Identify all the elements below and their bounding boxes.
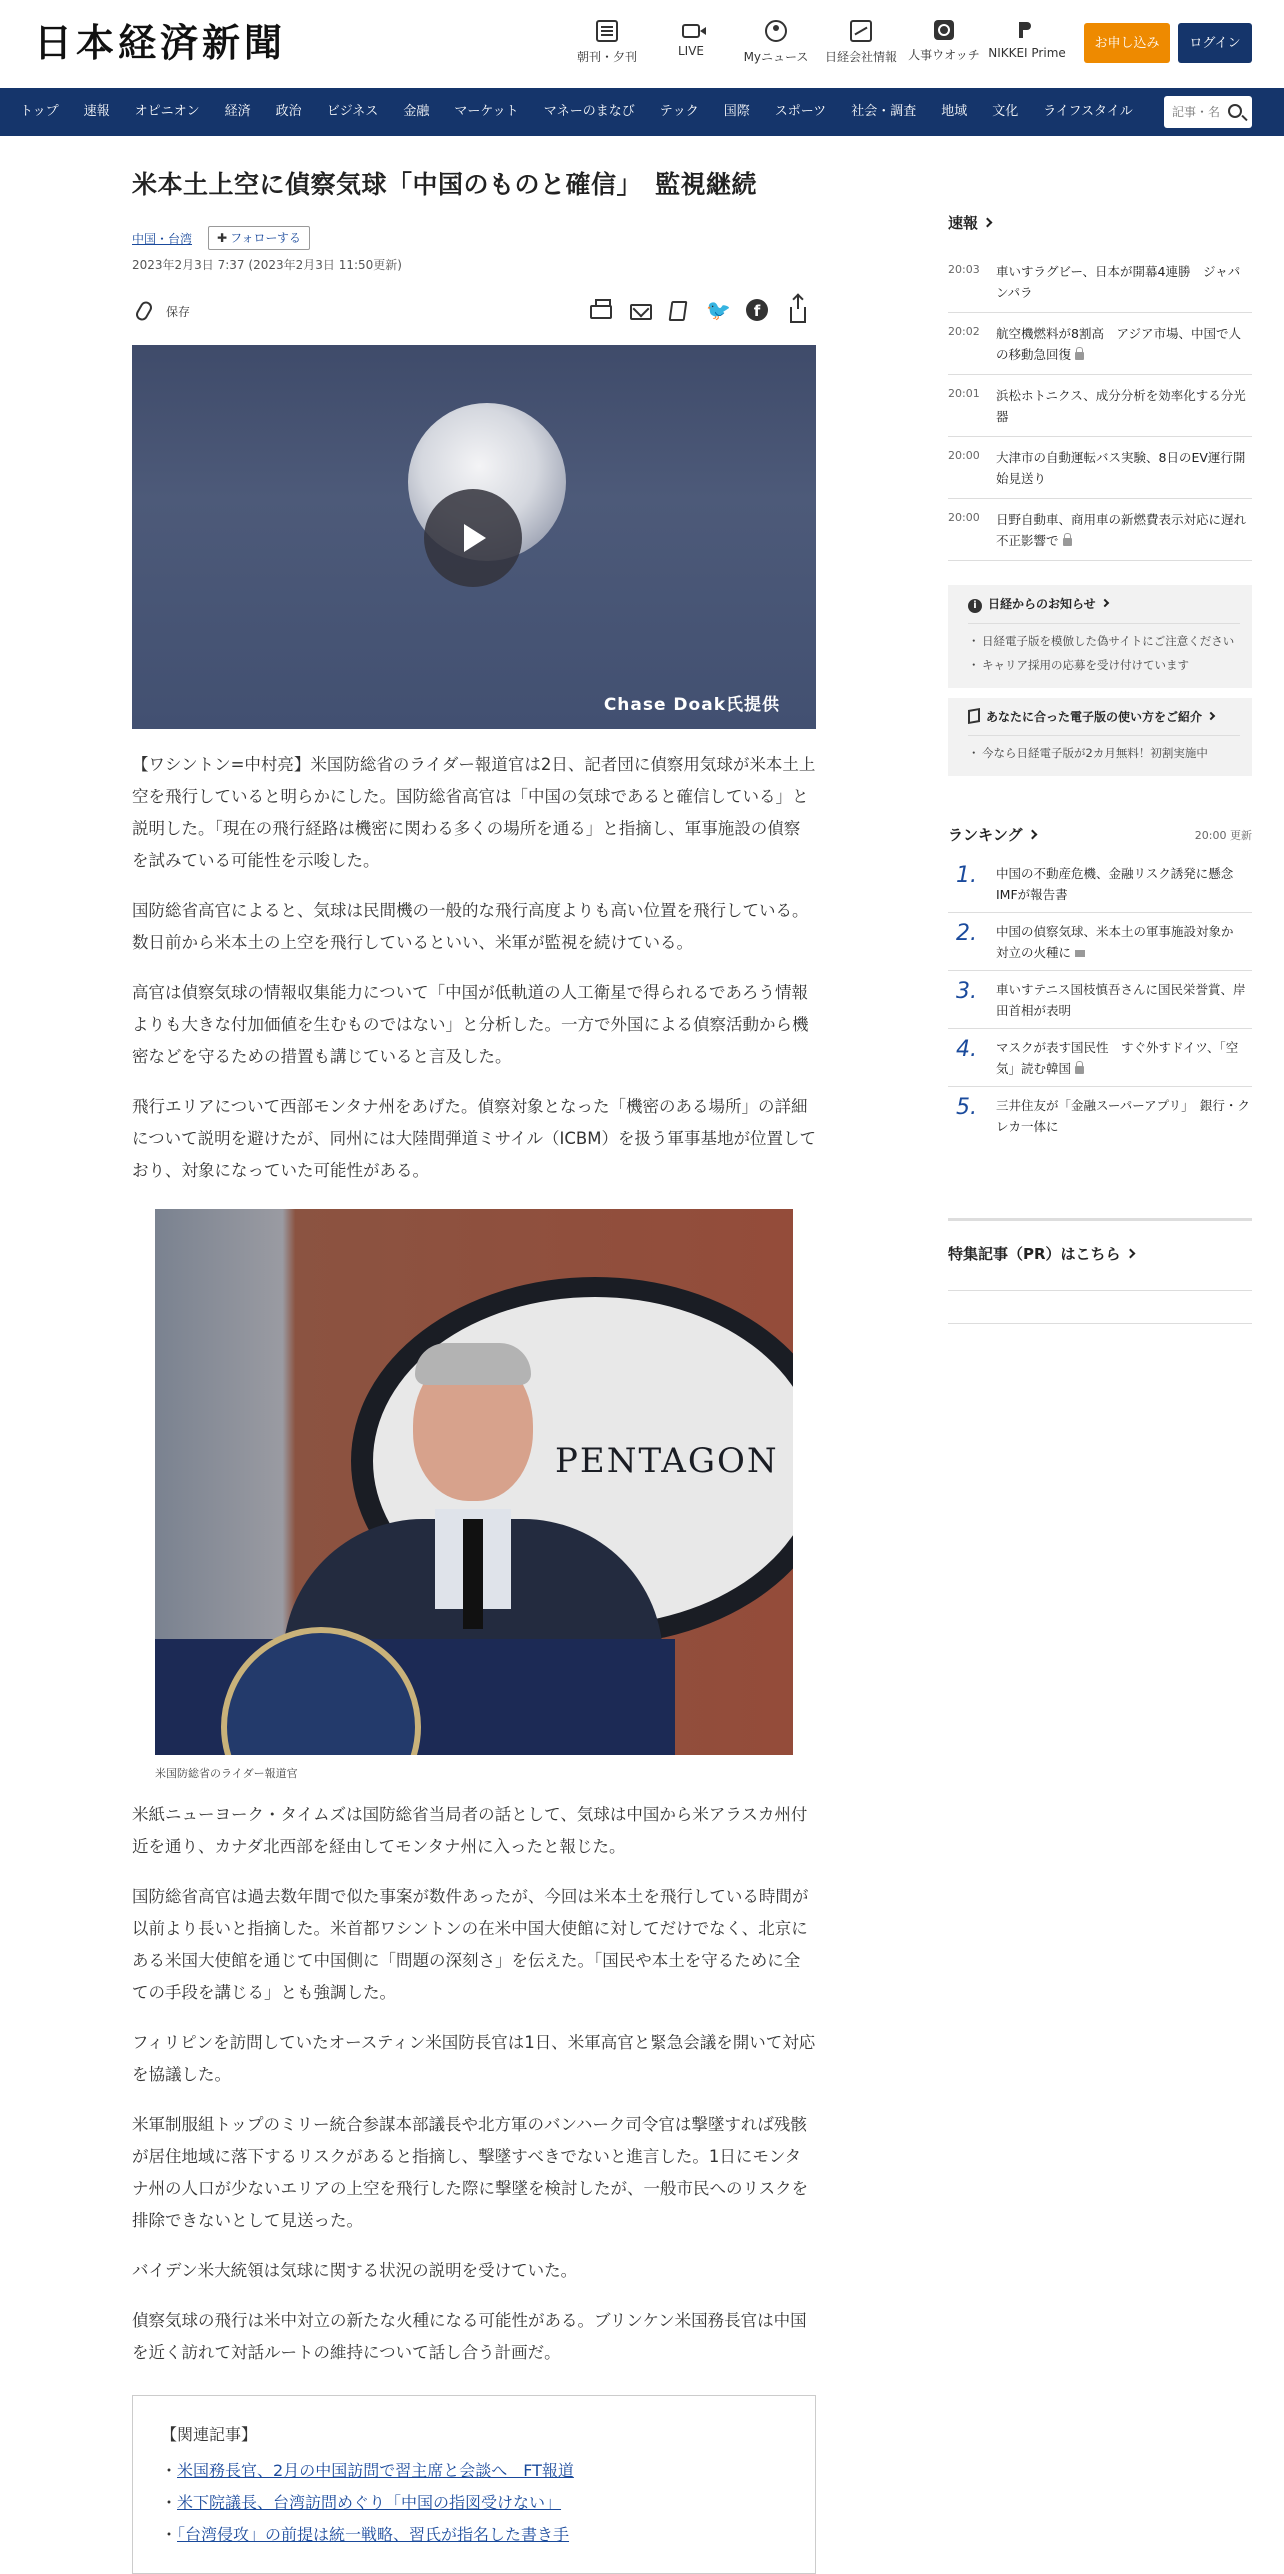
search-icon[interactable] <box>1228 104 1242 118</box>
ranking-title[interactable] <box>948 824 1252 845</box>
nav-item-culture[interactable]: 文化 <box>992 104 1019 119</box>
news-item[interactable] <box>948 437 1252 499</box>
news-text: 大津市の自動運転バス実験、8日のEV運行開始見送り <box>996 450 1246 486</box>
nav-item-lifestyle[interactable]: ライフスタイル <box>1043 104 1133 119</box>
pr-section <box>948 1218 1252 1324</box>
video-camera-icon <box>682 24 700 38</box>
rank-number: 2. <box>956 921 977 946</box>
main-nav <box>0 88 1284 136</box>
share-icon[interactable] <box>790 307 806 323</box>
ranking-item[interactable] <box>948 1029 1252 1087</box>
rank-title <box>996 921 1252 963</box>
nav-item-finance[interactable]: 金融 <box>403 104 430 119</box>
nav-item-market[interactable]: マーケット <box>454 104 519 119</box>
follow-label: フォローする <box>230 231 301 245</box>
note-icon[interactable] <box>669 301 688 321</box>
rank-title <box>996 1037 1252 1079</box>
newspaper-icon <box>596 20 618 42</box>
video-icon <box>1075 950 1085 957</box>
rank-number: 1. <box>956 863 977 888</box>
news-title <box>996 385 1252 427</box>
my-news-label: Myニュース <box>743 50 809 64</box>
sidebar <box>948 136 1259 1324</box>
live-label: LIVE <box>677 44 704 58</box>
nav-item-world[interactable]: 国際 <box>723 104 750 119</box>
plus-icon: ✚ <box>217 231 228 245</box>
company-info-link[interactable] <box>816 20 906 65</box>
guide-notice-box <box>948 698 1252 776</box>
nav-item-breaking[interactable]: 速報 <box>83 104 110 119</box>
article-paragraph: 偵察気球の飛行は米中対立の新たな火種になる可能性がある。ブリンケン米国務長官は中国を近く訪れて対話ルートの維持について話し合う計画だ。 <box>132 2311 807 2362</box>
nikkei-notice-box <box>948 585 1252 688</box>
my-news-link[interactable] <box>731 20 821 65</box>
topic-link[interactable]: 中国・台湾 <box>132 232 193 246</box>
related-item: ・米下院議長、台湾訪問めぐり「中国の指図受けない」 <box>161 2493 562 2512</box>
info-icon: i <box>968 599 982 613</box>
news-title <box>996 509 1259 551</box>
ranking-update-time: 20:00 更新 <box>1194 829 1252 842</box>
chevron-right-icon <box>983 218 993 228</box>
notice-item[interactable]: ・ 日経電子版を模倣した偽サイトにご注意ください <box>968 632 1240 651</box>
ranking-title-label: ランキング <box>948 826 1023 844</box>
nikkei-prime-label: NIKKEI Prime <box>988 46 1066 60</box>
article-body <box>132 749 816 2369</box>
news-title <box>996 447 1252 489</box>
related-link[interactable]: 米下院議長、台湾訪問めぐり「中国の指図受けない」 <box>177 2493 562 2512</box>
seal-text: PENTAGON <box>555 1441 779 1481</box>
pr-title-label: 特集記事（PR）はこちら <box>948 1245 1121 1263</box>
article-headline: 米本土上空に偵察気球「中国のものと確信」 監視継続 <box>132 170 758 199</box>
article-paragraph: フィリピンを訪問していたオースティン米国防長官は1日、米軍高官と緊急会議を開いて対応を協議した。 <box>132 2033 816 2084</box>
article-toolbar <box>132 297 816 327</box>
ranking-item[interactable] <box>948 1087 1252 1144</box>
rank-title <box>996 863 1252 905</box>
personnel-watch-label: 人事ウオッチ <box>908 48 980 62</box>
news-item[interactable] <box>948 499 1259 561</box>
breaking-news-section <box>948 212 1259 561</box>
nav-item-society[interactable]: 社会・調査 <box>851 104 917 119</box>
ranking-item[interactable] <box>948 913 1252 971</box>
nav-search-box <box>1164 96 1252 128</box>
video-credit: Chase Doak氏提供 <box>603 695 780 715</box>
guide-title[interactable] <box>968 708 1240 725</box>
nav-item-economy[interactable]: 経済 <box>224 104 251 119</box>
related-item: ・「台湾侵攻」の前提は統一戦略、習氏が指名した書き手 <box>161 2525 570 2544</box>
photo-caption: 米国防総省のライダー報道官 <box>155 1767 298 1780</box>
nav-item-tech[interactable]: テック <box>659 104 699 119</box>
chevron-right-icon <box>1207 712 1215 720</box>
guide-item[interactable]: ・ 今なら日経電子版が2カ月無料！初割実施中 <box>968 744 1240 763</box>
notice-title-label: 日経からのお知らせ <box>988 597 1096 611</box>
company-info-label: 日経会社情報 <box>824 50 897 64</box>
rank-number: 3. <box>956 979 977 1004</box>
chevron-right-icon <box>1125 1249 1135 1259</box>
site-header <box>0 0 1284 88</box>
ranking-list <box>948 855 1252 1144</box>
rank-text: 車いすテニス国枝慎吾さんに国民栄誉賞、岸田首相が表明 <box>996 982 1246 1018</box>
ranking-item[interactable] <box>948 855 1252 913</box>
stock-chart-icon <box>850 20 872 42</box>
rank-text: マスクが表す国民性 すぐ外すドイツ、「空気」読む韓国 <box>996 1040 1239 1076</box>
article-paragraph: バイデン米大統領は気球に関する状況の説明を受けていた。 <box>132 2261 578 2280</box>
rank-title <box>996 979 1252 1021</box>
tie <box>463 1519 483 1629</box>
search-input[interactable] <box>1172 96 1228 128</box>
nav-item-money[interactable]: マネーのまなび <box>543 104 635 119</box>
article-paragraph: 米紙ニューヨーク・タイムズは国防総省当局者の話として、気球は中国から米アラスカ州付近を通り、カナダ北西部を経由してモンタナ州に入ったと報じた。 <box>132 1805 808 1856</box>
nav-item-region[interactable]: 地域 <box>941 104 968 119</box>
paperclip-icon <box>134 299 154 322</box>
rank-number: 5. <box>956 1095 977 1120</box>
article-paragraph: 飛行エリアについて西部モンタナ州をあげた。偵察対象となった「機密のある場所」の詳細について説明を避けたが、同州には大陸間弾道ミサイル（ICBM）を扱う軍事基地が位置しており、対象になっていた可能性がある。 <box>132 1097 816 1180</box>
article-paragraph: 米軍制服組トップのミリー統合参謀本部議長や北方軍のバンハーク司令官は撃墜すれば残骸が居住地域に落下するリスクがあると指摘し、撃墜すべきでないと進言した。1日にモンタナ州の人口が少ないエリアの上空を飛行した際に撃墜を検討したが、一般市民へのリスクを排除できないとして見送った。 <box>132 2115 809 2230</box>
save-label: 保存 <box>166 304 191 319</box>
breaking-news-list <box>948 251 1259 561</box>
news-title <box>996 261 1252 303</box>
news-item[interactable] <box>948 375 1252 437</box>
article-date: 2023年2月3日 7:37 (2023年2月3日 11:50更新) <box>132 258 402 272</box>
rank-title <box>996 1095 1252 1137</box>
news-time: 20:00 <box>948 449 980 462</box>
news-item[interactable] <box>948 251 1252 313</box>
chevron-right-icon <box>1027 830 1037 840</box>
related-item: ・米国務長官、2月の中国訪問で習主席と会談へ FT報道 <box>161 2461 574 2480</box>
nav-item-sports[interactable]: スポーツ <box>774 104 827 119</box>
prime-icon <box>1017 20 1037 40</box>
site-logo[interactable]: 日本経済新聞 <box>34 20 287 65</box>
news-text: 浜松ホトニクス、成分分析を効率化する分光器 <box>996 388 1246 424</box>
article-paragraph: 国防総省高官は過去数年間で似た事案が数件あったが、今回は米本土を飛行している時間が以前より長いと指摘した。米首都ワシントンの在米中国大使館に対してだけでなく、北京にある米国大使館を通じて中国側に「問題の深刻さ」を伝えた。「国民や本土を守るために全ての手段を講じる」とも強調した。 <box>132 1887 809 2002</box>
news-time: 20:00 <box>948 511 980 524</box>
chevron-right-icon <box>1100 599 1108 607</box>
facebook-icon[interactable]: f <box>746 299 768 321</box>
twitter-icon[interactable]: 🐦 <box>706 298 731 322</box>
article-paragraph: 国防総省高官によると、気球は民間機の一般的な飛行高度よりも高い位置を飛行している。数日前から米本土の上空を飛行しているといい、米軍が監視を続けている。 <box>132 901 809 952</box>
rank-text: 三井住友が「金融スーパーアプリ」 銀行・クレカ一体に <box>996 1098 1250 1134</box>
rank-text: 中国の偵察気球、米本土の軍事施設対象か 対立の火種に <box>996 924 1247 960</box>
article-paragraph: 【ワシントン=中村亮】米国防総省のライダー報道官は2日、記者団に偵察用気球が米本土上空を飛行していると明らかにした。国防総省高官は「中国の気球であると確信している」と説明した。「現在の飛行経路は機密に関わる多くの場所を通る」と指摘し、軍事施設の偵察を試みている可能性を示唆した。 <box>132 755 816 870</box>
guide-title-label: あなたに合った電子版の使い方をご紹介 <box>986 710 1203 724</box>
ranking-item[interactable] <box>948 971 1252 1029</box>
nikkei-prime-link[interactable] <box>982 20 1072 60</box>
print-edition-label: 朝刊・夕刊 <box>576 50 637 64</box>
personnel-watch-link[interactable] <box>899 20 989 63</box>
login-button[interactable]: ログイン <box>1178 23 1252 63</box>
article-figure <box>155 1209 793 1781</box>
book-icon <box>968 708 980 724</box>
news-time: 20:02 <box>948 325 980 338</box>
article-paragraph: 高官は偵察気球の情報収集能力について「中国が低軌道の人工衛星で得られるであろう情報よりも大きな付加価値を生むものではない」と分析した。一方で外国による偵察活動から機密などを守るための措置も講じていると言及した。 <box>132 983 809 1066</box>
news-text: 日野自動車、商用車の新燃費表示対応に遅れ 不正影響で <box>996 512 1259 548</box>
nav-item-opinion[interactable]: オピニオン <box>134 104 200 119</box>
pr-title[interactable] <box>948 1243 1252 1264</box>
search-person-icon <box>934 20 954 40</box>
divider <box>948 1290 1252 1291</box>
hair <box>415 1343 531 1385</box>
nav-item-top[interactable]: トップ <box>20 104 59 119</box>
article-meta <box>132 226 816 252</box>
article-video[interactable] <box>132 345 816 729</box>
lock-icon <box>1075 1066 1084 1074</box>
ranking-section <box>948 824 1252 1144</box>
nav-item-politics[interactable]: 政治 <box>275 104 302 119</box>
related-title: 【関連記事】 <box>161 2425 258 2444</box>
related-link[interactable]: 「台湾侵攻」の前提は統一戦略、習氏が指名した書き手 <box>177 2525 570 2544</box>
news-item[interactable] <box>948 313 1252 375</box>
notice-title[interactable] <box>968 595 1240 613</box>
breaking-news-title-label: 速報 <box>948 214 979 232</box>
play-button[interactable] <box>424 489 522 587</box>
article-photo[interactable] <box>155 1209 793 1755</box>
mail-icon[interactable] <box>630 304 652 320</box>
lock-icon <box>1075 352 1084 360</box>
user-icon <box>765 20 787 42</box>
news-time: 20:03 <box>948 263 980 276</box>
breaking-news-title[interactable] <box>948 212 1252 233</box>
news-text: 車いすラグビー、日本が開幕4連勝 ジャパンパラ <box>996 264 1241 300</box>
subscribe-button[interactable]: お申し込み <box>1084 23 1170 63</box>
news-time: 20:01 <box>948 387 980 400</box>
rank-text: 中国の不動産危機、金融リスク誘発に懸念 IMFが報告書 <box>996 866 1246 902</box>
follow-button[interactable] <box>208 226 310 250</box>
lock-icon <box>1063 538 1072 546</box>
news-title <box>996 323 1252 365</box>
divider <box>948 1323 1252 1324</box>
print-edition-link[interactable] <box>562 20 652 65</box>
news-text: 航空機燃料が8割高 アジア市場、中国で人の移動急回復 <box>996 326 1241 362</box>
live-link[interactable] <box>646 20 736 58</box>
notice-item[interactable]: ・ キャリア採用の応募を受け付けています <box>968 656 1240 675</box>
related-articles <box>132 2395 816 2574</box>
print-icon[interactable] <box>590 305 612 319</box>
rank-number: 4. <box>956 1037 977 1062</box>
save-button[interactable] <box>132 301 190 321</box>
nav-item-business[interactable]: ビジネス <box>326 104 379 119</box>
related-link[interactable]: 米国務長官、2月の中国訪問で習主席と会談へ FT報道 <box>177 2461 574 2480</box>
article <box>132 136 816 2574</box>
